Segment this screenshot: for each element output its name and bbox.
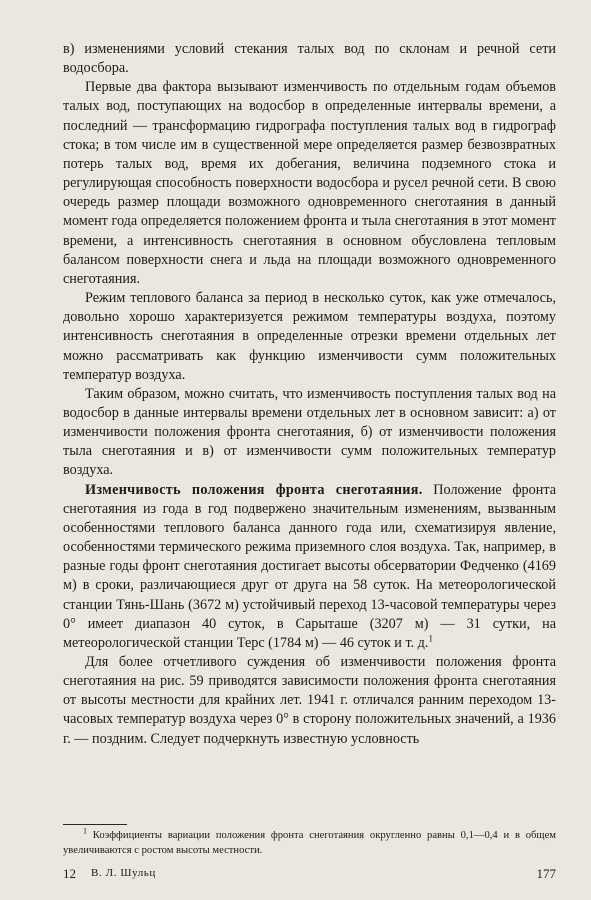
section-paragraph-text: Положение фронта снеготаяния из года в год подвержено значительным изменениям, вызванным особенностями теплового баланса данного года или, схематизируя явление, особенностями термического режима приземного слоя воздуха. Так, например, в разные годы фронт снеготаяния достигает высоты обсерватории Федченко (4169 м) в сроки, различающиеся друг от друга на 58 суток. На метеорологической станции Тянь-Шань (3672 м) устойчивый переход 13-часовой температуры через 0° имеет диапазон 40 суток, в Сарыташе (3207 м) — 31 сутки, на метеорологической станции Терс (1784 м) — 46 суток и т. д.: [63, 481, 556, 651]
body-text: [63, 40, 556, 749]
page-footer: [63, 866, 556, 886]
section-paragraph: [63, 481, 556, 653]
paragraph: Режим теплового баланса за период в несколько суток, как уже отмечалось, довольно хорошо характеризуется режимом температуры воздуха, поэтому интенсивность снеготаяния в определенные отрезки времени отдельных лет можно рассматривать как функцию изменчивости сумм положительных температур воздуха.: [63, 290, 556, 383]
footnote-divider: [63, 824, 127, 825]
paragraph: Первые два фактора вызывают изменчивость по отдельным годам объемов талых вод, поступающих на водосбор в определенные интервалы времени, а последний — трансформацию гидрографа поступления талых вод в гидрограф стока; в том числе им в существенной мере определяется размер безвозвратных потерь талых вод, время их добегания, величина подземного стока и регулирующая способность поверхности водосбора и русел речной сети. В свою очередь размер площади возможного одновременного снеготаяния в данный момент года определяется положением фронта и тыла снеготаяния в этот момент времени, а интенсивность снеготаяния в основном обусловлена тепловым балансом поверхности снега и льда на площади возможного одновременного снеготаяния.: [63, 79, 556, 287]
footnote-text: Коэффициенты вариации положения фронта снеготаяния округленно равны 0,1—0,4 и в общем увеличиваются с ростом высоты местности.: [63, 830, 556, 856]
footnote-mark: 1: [83, 826, 87, 836]
footnote-reference[interactable]: 1: [428, 633, 433, 644]
paragraph: Таким образом, можно считать, что изменчивость поступления талых вод на водосбор в данные интервалы времени отдельных лет в основном зависит: а) от изменчивости положения фронта снеготаяния, б) от изменчивости положения тыла снеготаяния и в) от изменчивости сумм положительных температур воздуха.: [63, 385, 556, 479]
paragraph: в) изменениями условий стекания талых вод по склонам и речной сети водосбора.: [63, 41, 556, 77]
page-number: 177: [536, 866, 556, 881]
signature-author: В. Л. Шульц: [91, 867, 156, 879]
signature-number: 12: [63, 866, 76, 881]
footnote: [63, 828, 556, 858]
section-heading: Изменчивость положения фронта снеготаяния.: [85, 481, 423, 498]
paragraph: Для более отчетливого суждения об изменчивости положения фронта снеготаяния на рис. 59 приводятся зависимости положения фронта снеготаяния от высоты местности для крайних лет. 1941 г. отличался ранним переходом 13-часовых температур воздуха через 0° в сторону положительных значений, а 1936 г. — поздним. Следует подчеркнуть известную условность: [63, 654, 556, 747]
